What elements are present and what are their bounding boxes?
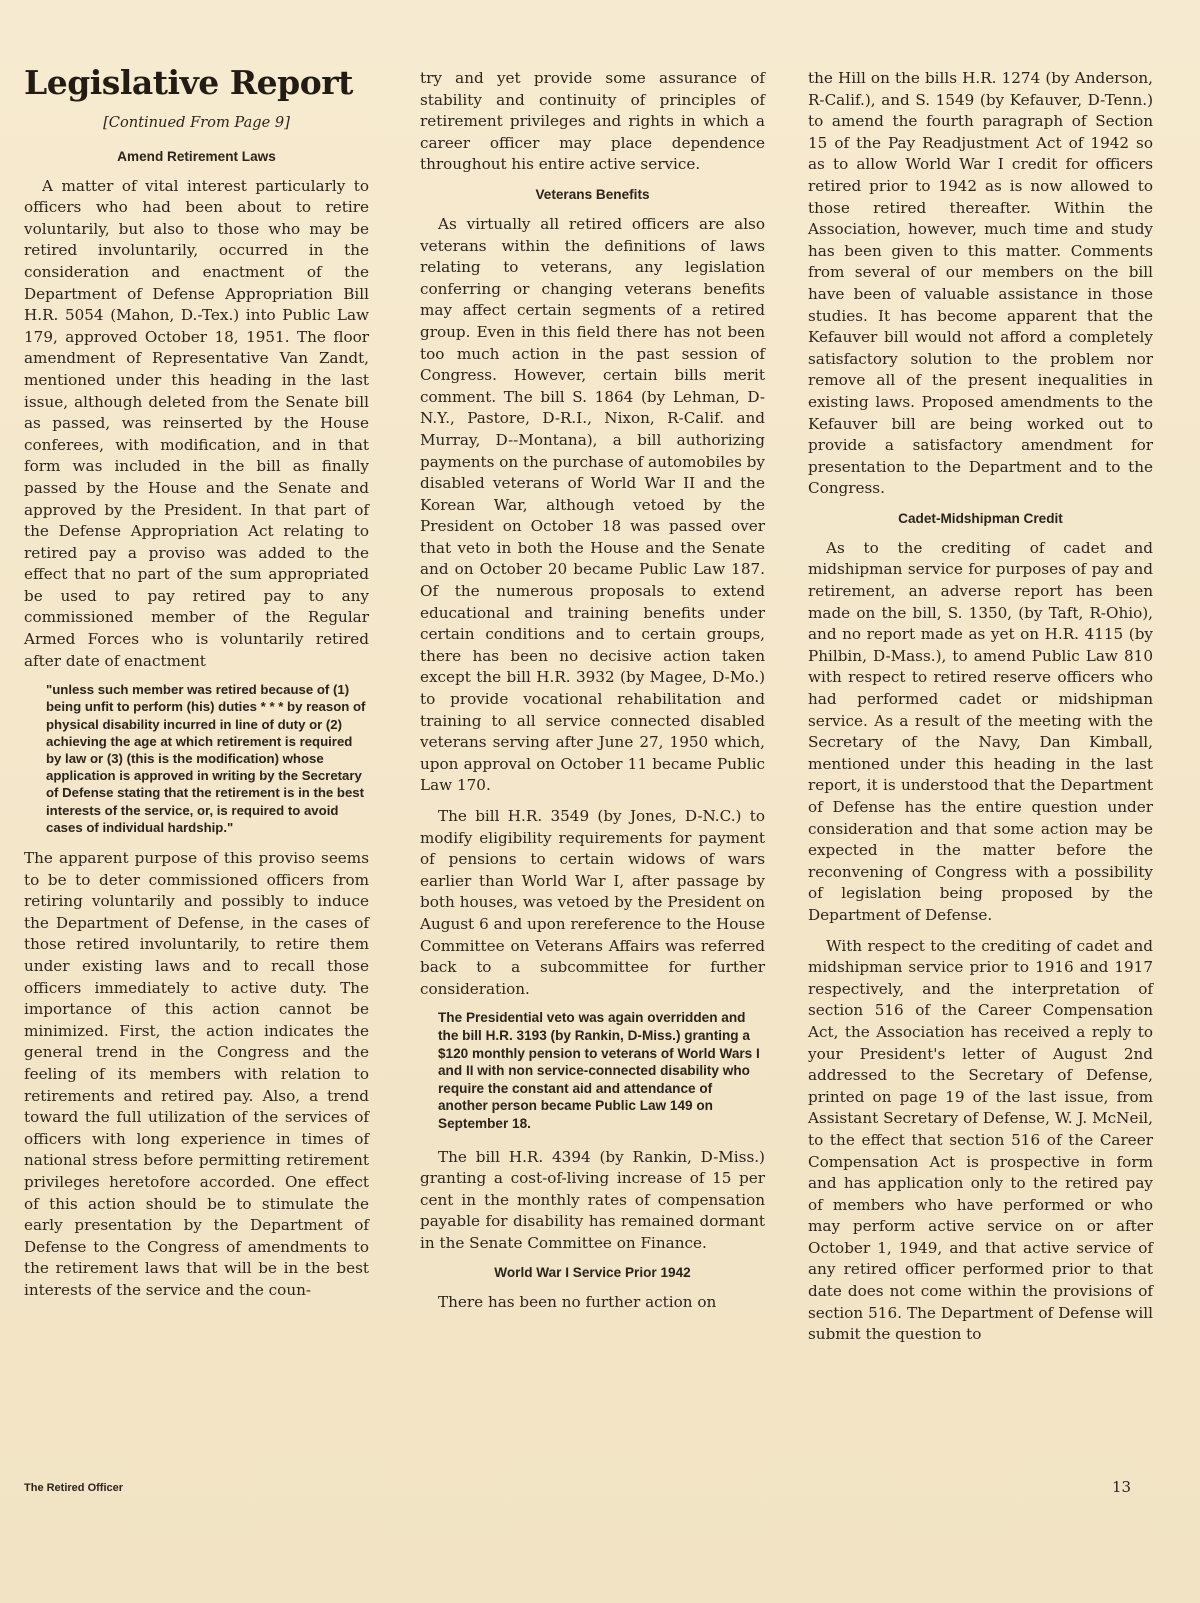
- continued-note: [Continued From Page 9]: [103, 114, 290, 131]
- column-3: [808, 68, 1153, 1355]
- paragraph: the Hill on the bills H.R. 1274 (by Anderson, R-Calif.), and S. 1549 (by Kefauver, D-Tenn.) to amend the fourth paragraph of Section 15 of the Pay Readjustment Act of 1942 so as to allow World War I credit for officers retired prior to 1942 as is now allowed to those retired thereafter. Within the Association, however, much time and study has been given to this matter. Comments from several of our members on the bill have been of valuable assistance in those studies. It has become apparent that the Kefauver bill would not afford a completely satisfactory solution to the problem nor remove all of the present inequalities in existing laws. Proposed amendments to the Kefauver bill are being worked out to provide a satisfactory amendment for presentation to the Department and to the Congress.: [808, 69, 1153, 498]
- paragraph: There has been no further action on: [438, 1293, 717, 1312]
- column-2: [420, 68, 765, 1323]
- bold-notice: The Presidential veto was again overridden and the bill H.R. 3193 (by Rankin, D-Miss.) granting a $120 monthly pension to veterans of World Wars I and II with non service-connected disability who require the constant aid and attendance of another person became Public Law 149 on September 18.: [438, 1010, 760, 1131]
- page-title: Legislative Report: [24, 63, 353, 102]
- heading-cadet-midshipman-credit: Cadet-Midshipman Credit: [898, 510, 1063, 526]
- paragraph: As to the crediting of cadet and midshipman service for purposes of pay and retirement, an adverse report has been made on the bill, S. 1350, (by Taft, R-Ohio), and no report made as yet on H.R. 4115 (by Philbin, D-Mass.), to amend Public Law 810 with respect to retired reserve officers who had performed cadet or midshipman service. As a result of the meeting with the Secretary of the Navy, Dan Kimball, mentioned under this heading in the last report, it is understood that the Department of Defense has the entire question under consideration and that some action may be expected in the matter before the reconvening of Congress with a possibility of legislation being proposed by the Department of Defense.: [808, 538, 1153, 924]
- paragraph: As virtually all retired officers are also veterans within the definitions of laws relating to veterans, any legislation conferring or changing veterans benefits may affect certain segments of a retired group. Even in this field there has not been too much action in the past session of Congress. However, certain bills merit comment. The bill S. 1864 (by Lehman, D-N.Y., Pastore, D-R.I., Nixon, R-Calif. and Murray, D--Montana), a bill authorizing payments on the purchase of automobiles by disabled veterans of World War II and the Korean War, although vetoed by the President on October 18 was passed over that veto in both the House and the Senate and on October 20 became Public Law 187. Of the numerous proposals to extend educational and training benefits under certain conditions and to certain groups, there has been no decisive action taken except the bill H.R. 3932 (by Magee, D-Mo.) to provide vocational rehabilitation and training to all service connected disabled veterans serving after June 27, 1950 which, upon approval on October 11 became Public Law 170.: [420, 214, 765, 795]
- column-1: [24, 64, 369, 1311]
- page-number: 13: [1112, 1478, 1132, 1496]
- heading-amend-retirement-laws: Amend Retirement Laws: [117, 148, 276, 164]
- publication-name: The Retired Officer: [24, 1482, 124, 1494]
- paragraph: The bill H.R. 4394 (by Rankin, D-Miss.) granting a cost-of-living increase of 15 per cent in the monthly rates of compensation payable for disability has remained dormant in the Senate Committee on Finance.: [420, 1147, 765, 1252]
- paragraph: The apparent purpose of this proviso seems to be to deter commissioned officers from retiring voluntarily and possibly to induce the Department of Defense, in the cases of those retired involuntarily, to retire them under existing laws and to recall those officers immediately to active duty. The importance of this action cannot be minimized. First, the action indicates the general trend in the Congress and the feeling of its members with relation to retirements and retired pay. Also, a trend toward the full utilization of the services of officers with long experience in times of national stress before permitting retirement privileges heretofore accorded. One effect of this action should be to stimulate the early presentation by the Department of Defense to the Congress of amendments to the retirement laws that will be in the best interests of the service and the coun-: [24, 849, 369, 1299]
- heading-world-war-i-service: World War I Service Prior 1942: [494, 1265, 691, 1281]
- heading-veterans-benefits: Veterans Benefits: [535, 186, 650, 202]
- paragraph: With respect to the crediting of cadet and midshipman service prior to 1916 and 1917 respectively, and the interpretation of section 516 of the Career Compensation Act, the Association has received a reply to your President's letter of August 2nd addressed to the Secretary of Defense, printed on page 19 of the last issue, from Assistant Secretary of Defense, W. J. McNeil, to the effect that section 516 of the Career Compensation Act is prospective in form and has application only to the retired pay of members who have performed or who may perform active service on or after October 1, 1949, and that active service of any retired officer performed prior to that date does not come within the provisions of section 516. The Department of Defense will submit the question to: [808, 936, 1153, 1344]
- paragraph: try and yet provide some assurance of stability and continuity of principles of retirement privileges and rights in which a career officer may place dependence throughout his entire active service.: [420, 69, 765, 174]
- paragraph: A matter of vital interest particularly to officers who had been about to retire voluntarily, but also to those who may be retired involuntarily, occurred in the consideration and enactment of the Department of Defense Appropriation Bill H.R. 5054 (Mahon, D.-Tex.) into Public Law 179, approved October 18, 1951. The floor amendment of Representative Van Zandt, mentioned under this heading in the last issue, although deleted from the Senate bill as passed, was reinserted by the House conferees, with modification, and in that form was included in the bill as finally passed by the House and the Senate and approved by the President. In that part of the Defense Appropriation Act relating to retired pay a proviso was added to the effect that no part of the sum appropriated be used to pay retired pay to any commissioned member of the Regular Armed Forces who is voluntarily retired after date of enactment: [24, 176, 369, 670]
- paragraph: The bill H.R. 3549 (by Jones, D-N.C.) to modify eligibility requirements for payment of pensions to certain widows of wars earlier than World War I, after passage by both houses, was vetoed by the President on August 6 and upon rereference to the House Committee on Veterans Affairs was referred back to a subcommittee for further consideration.: [420, 807, 765, 998]
- proviso-quote: "unless such member was retired because of (1) being unfit to perform (his) duties * * * by reason of physical disability incurred in line of duty or (2) achieving the age at which retirement is required by law or (3) (this is the modification) whose application is approved in writing by the Secretary of Defense stating that the retirement is in the best interests of the service, or, is required to avoid cases of individual hardship.": [46, 682, 366, 835]
